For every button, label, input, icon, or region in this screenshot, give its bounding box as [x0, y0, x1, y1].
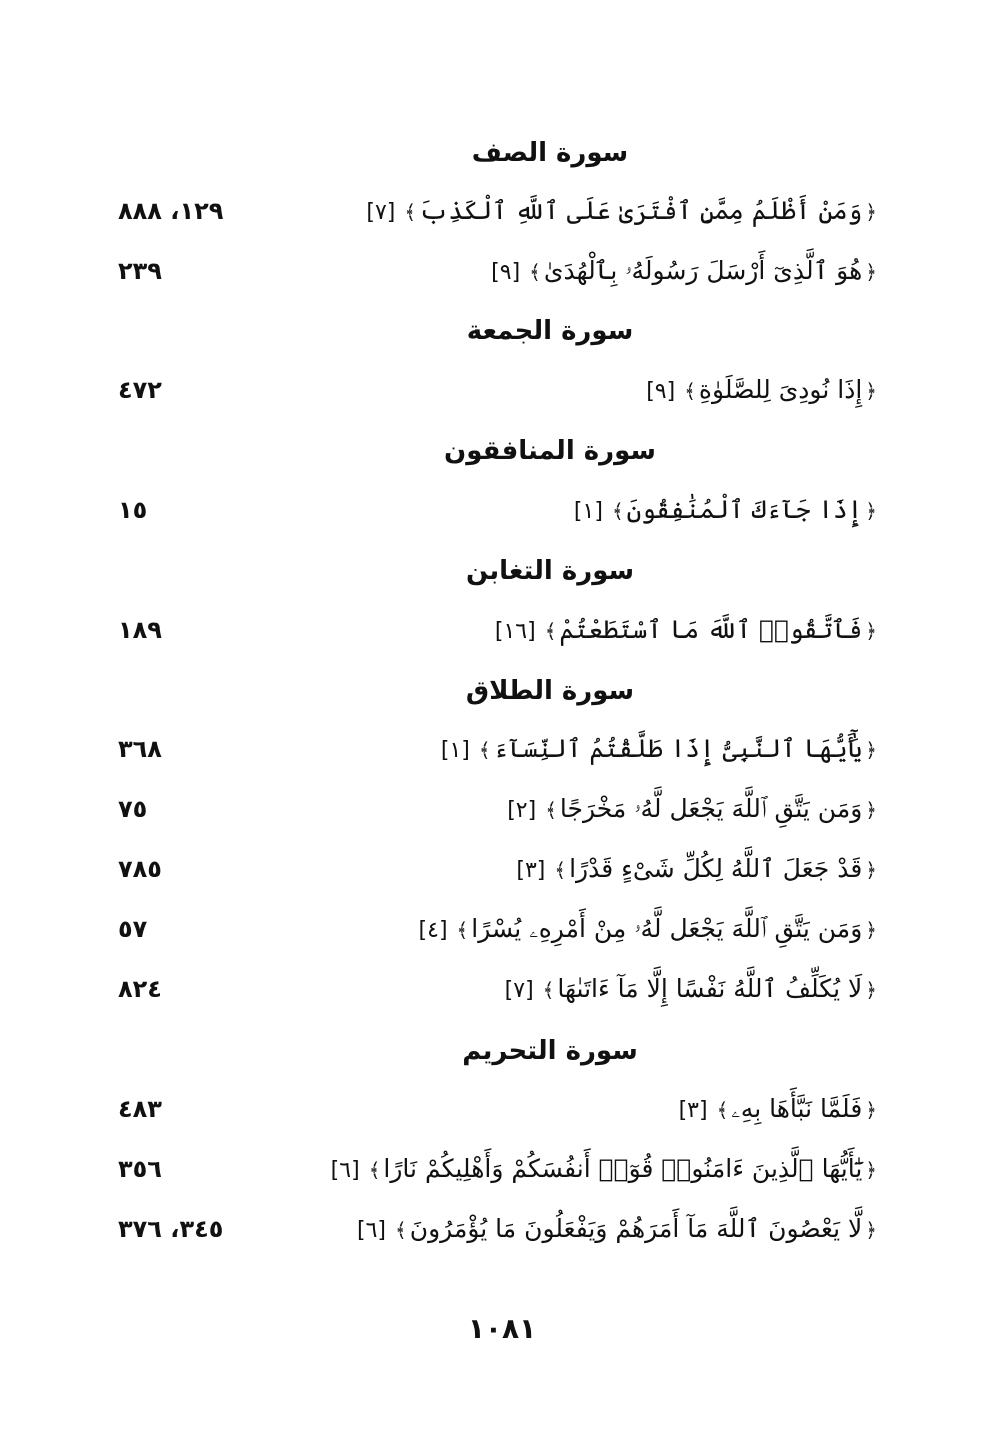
verse-words: لَا يُكَلِّفُ ٱللَّهُ نَفْسًا إِلَّا مَآ ءَاتَىٰهَا: [557, 974, 863, 1003]
verse-text: [516, 847, 880, 891]
verse-text: [679, 1087, 880, 1131]
verse-text: [646, 368, 880, 412]
verse-text: [366, 189, 880, 233]
ornament-open: ﴿: [865, 1218, 877, 1242]
page-number: ١٠٨١: [467, 1312, 537, 1345]
index-entry: [100, 189, 880, 233]
verse-text: [419, 907, 880, 951]
verse-words: هُوَ ٱلَّذِىٓ أَرْسَلَ رَسُولَهُۥ بِٱلْهُدَىٰ: [543, 256, 863, 285]
page-refs: ٣٦٨: [118, 735, 162, 763]
ornament-open: ﴿: [865, 1098, 877, 1122]
index-entry: [100, 967, 880, 1011]
ayah-number: [٣]: [516, 858, 546, 883]
ornament-close: ﴾: [529, 260, 541, 284]
ornament-open: ﴿: [865, 499, 877, 523]
page-refs: ١٥: [118, 496, 148, 524]
ornament-open: ﴿: [865, 379, 877, 403]
index-entry: [100, 249, 880, 293]
verse-words: يَٰٓأَيُّهَا ٱلنَّبِىُّ إِذَا طَلَّقْتُمُ ٱلنِّسَآءَ: [493, 734, 863, 763]
ornament-open: ﴿: [865, 200, 877, 224]
surah-title: سورة التحريم: [462, 1036, 638, 1066]
ornament-close: ﴾: [716, 1098, 729, 1122]
verse-words: يَٰٓأَيُّهَا ٱلَّذِينَ ءَامَنُوا۟ قُوٓا۟ أَنفُسَكُمْ وَأَهْلِيكُمْ نَارًا: [383, 1154, 863, 1183]
ornament-open: ﴿: [865, 798, 877, 822]
ornament-close: ﴾: [684, 379, 696, 403]
verse-words: فَٱتَّقُوا۟ ٱللَّهَ مَا ٱسْتَطَعْتُمْ: [559, 615, 863, 644]
verse-words: فَلَمَّا نَبَّأَهَا بِهِۦ: [731, 1094, 863, 1123]
page-refs: ٣٤٥، ٣٧٦: [118, 1215, 224, 1243]
ayah-number: [٦]: [356, 1218, 386, 1243]
index-entry: [100, 608, 880, 652]
verse-text: [491, 249, 880, 293]
verse-text: [356, 1207, 880, 1251]
ayah-number: [٦]: [330, 1158, 360, 1183]
ornament-close: ﴾: [456, 918, 469, 942]
ornament-open: ﴿: [865, 858, 877, 882]
ornament-close: ﴾: [545, 798, 557, 822]
page-refs: ٨٢٤: [118, 975, 162, 1003]
ornament-open: ﴿: [865, 738, 877, 762]
verse-words: وَمَن يَتَّقِ ٱللَّهَ يَجْعَل لَّهُۥ مِنْ أَمْرِهِۦ يُسْرًا: [471, 914, 863, 943]
page-refs: ٧٨٥: [118, 855, 162, 883]
surah-title: سورة الصف: [471, 138, 629, 168]
page-refs: ٧٥: [118, 795, 148, 823]
verse-words: قَدْ جَعَلَ ٱللَّهُ لِكُلِّ شَىْءٍ قَدْرًا: [569, 854, 863, 883]
ayah-number: [٩]: [491, 260, 521, 285]
ornament-open: ﴿: [865, 918, 877, 942]
verse-words: لَّا يَعْصُونَ ٱللَّهَ مَآ أَمَرَهُمْ وَيَفْعَلُونَ مَا يُؤْمَرُونَ: [409, 1214, 863, 1243]
verse-words: إِذَا جَآءَكَ ٱلْمُنَٰفِقُونَ: [626, 495, 863, 524]
verse-text: [507, 787, 880, 831]
ornament-open: ﴿: [865, 619, 877, 643]
page-refs: ٤٧٢: [118, 376, 162, 404]
ayah-number: [١]: [440, 738, 470, 763]
index-entry: [100, 1087, 880, 1131]
surah-title: سورة المنافقون: [444, 436, 656, 466]
verse-text: [495, 608, 880, 652]
ayah-number: [٤]: [418, 918, 448, 943]
ornament-close: ﴾: [368, 1158, 381, 1182]
index-entry: [100, 847, 880, 891]
page-refs: ٢٣٩: [118, 257, 162, 285]
ornament-open: ﴿: [865, 260, 877, 284]
index-entry: [100, 907, 880, 951]
ornament-close: ﴾: [395, 1218, 407, 1242]
surah-title: سورة الجمعة: [466, 316, 634, 346]
ayah-number: [٧]: [504, 978, 534, 1003]
ornament-close: ﴾: [544, 619, 557, 643]
ayah-number: [٩]: [646, 379, 676, 404]
ayah-number: [٢]: [507, 798, 537, 823]
page-refs: ٥٧: [118, 915, 148, 943]
verse-text: [330, 1147, 880, 1191]
verse-text: [574, 488, 880, 532]
verse-text: [505, 967, 880, 1011]
surah-title: سورة الطلاق: [465, 676, 635, 706]
ayah-number: [١]: [573, 499, 603, 524]
verse-text: [441, 727, 880, 771]
index-entry: [100, 787, 880, 831]
index-entry: [100, 727, 880, 771]
ornament-close: ﴾: [478, 738, 491, 762]
index-entry: [100, 1147, 880, 1191]
index-entry: [100, 368, 880, 412]
index-entry: [100, 488, 880, 532]
verse-words: وَمَن يَتَّقِ ٱللَّهَ يَجْعَل لَّهُۥ مَخْرَجًا: [559, 794, 863, 823]
index-entry: [100, 1207, 880, 1251]
verse-words: إِذَا نُودِىَ لِلصَّلَوٰةِ: [698, 375, 863, 404]
page-refs: ١٢٩، ٨٨٨: [118, 197, 224, 225]
surah-title: سورة التغابن: [465, 556, 635, 586]
ornament-close: ﴾: [542, 978, 555, 1002]
ayah-number: [٧]: [366, 200, 396, 225]
verse-words: وَمَنْ أَظْلَمُ مِمَّنِ ٱفْتَرَىٰ عَلَى ٱللَّهِ ٱلْكَذِبَ: [419, 196, 863, 225]
ornament-close: ﴾: [554, 858, 567, 882]
page-refs: ١٨٩: [118, 616, 162, 644]
ornament-open: ﴿: [865, 978, 877, 1002]
page-refs: ٣٥٦: [118, 1155, 162, 1183]
ornament-close: ﴾: [611, 499, 624, 523]
page-refs: ٤٨٣: [118, 1095, 162, 1123]
ayah-number: [١٦]: [494, 619, 536, 644]
ornament-close: ﴾: [404, 200, 417, 224]
ornament-open: ﴿: [865, 1158, 877, 1182]
ayah-number: [٣]: [678, 1098, 708, 1123]
